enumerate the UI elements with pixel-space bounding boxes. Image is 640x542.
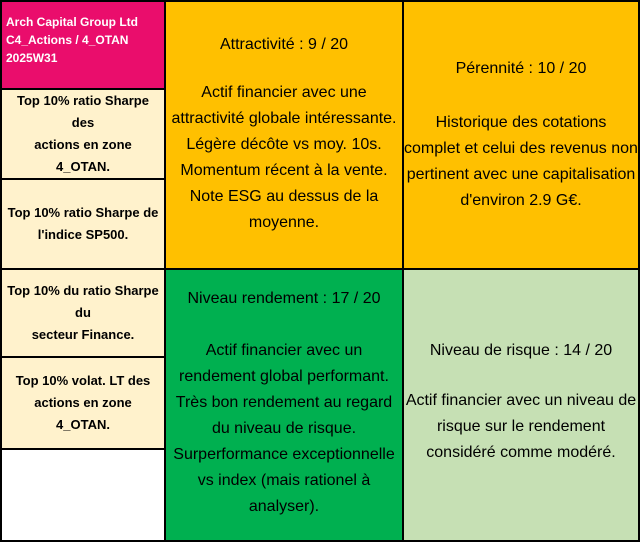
description-line: vs index (mais rationel à (197, 472, 371, 489)
badge-line: secteur Finance. (31, 327, 135, 342)
description-line: pertinent avec une capitalisation (406, 166, 636, 183)
panel-perennite (402, 0, 640, 270)
badge-line: Top 10% ratio Sharpe de (7, 205, 159, 220)
description-line: Très bon rendement au regard (175, 394, 393, 411)
badge-line: Top 10% du ratio Sharpe du (7, 283, 159, 320)
description-line: Momentum récent à la vente. (180, 162, 388, 179)
description-line: Légère décôte vs moy. 10s. (186, 136, 382, 153)
panel-description (166, 338, 402, 520)
description-line: analyser). (248, 498, 320, 515)
panel-attractivite (164, 0, 404, 270)
description-line: moyenne. (248, 214, 320, 231)
asset-name: Arch Capital Group Ltd (6, 15, 138, 29)
empty-cell (0, 448, 166, 542)
asset-category: C4_Actions / 4_OTAN (6, 33, 129, 47)
panel-risque (402, 268, 640, 542)
panel-rendement (164, 268, 404, 542)
panel-title: Niveau rendement : 17 / 20 (187, 290, 381, 307)
description-line: Actif financier avec un (205, 342, 363, 359)
description-line: complet et celui des revenus non (404, 140, 638, 157)
description-line: attractivité globale intéressante. (171, 110, 397, 127)
panel-description (404, 110, 638, 214)
description-line: risque sur le rendement (436, 418, 606, 435)
description-line: d'environ 2.9 G€. (460, 192, 582, 209)
panel-title: Attractivité : 9 / 20 (219, 36, 349, 53)
description-line: du niveau de risque. (211, 420, 357, 437)
badge-line: Top 10% volat. LT des (15, 373, 151, 388)
asset-week: 2025W31 (6, 51, 58, 65)
badge-volatility (0, 356, 166, 450)
panel-description (404, 388, 638, 466)
description-line: Surperformance exceptionnelle (173, 446, 395, 463)
badge-sharpe-sector (0, 268, 166, 358)
panel-description (166, 80, 402, 236)
badge-line: l'indice SP500. (37, 227, 129, 242)
panel-title: Niveau de risque : 14 / 20 (429, 342, 613, 359)
asset-header (0, 0, 166, 90)
description-line: Historique des cotations (435, 114, 607, 131)
badge-sharpe-zone (0, 88, 166, 180)
description-line: Note ESG au dessus de la (189, 188, 379, 205)
badge-line: actions en zone 4_OTAN. (34, 395, 132, 432)
description-line: Actif financier avec un niveau de (405, 392, 637, 409)
badge-line: Top 10% ratio Sharpe des (17, 93, 149, 130)
description-line: considéré comme modéré. (426, 444, 616, 461)
panel-title: Pérennité : 10 / 20 (455, 60, 587, 77)
badge-line: actions en zone 4_OTAN. (34, 137, 132, 174)
badge-sharpe-index (0, 178, 166, 270)
description-line: rendement global performant. (179, 368, 389, 385)
description-line: Actif financier avec une (201, 84, 367, 101)
